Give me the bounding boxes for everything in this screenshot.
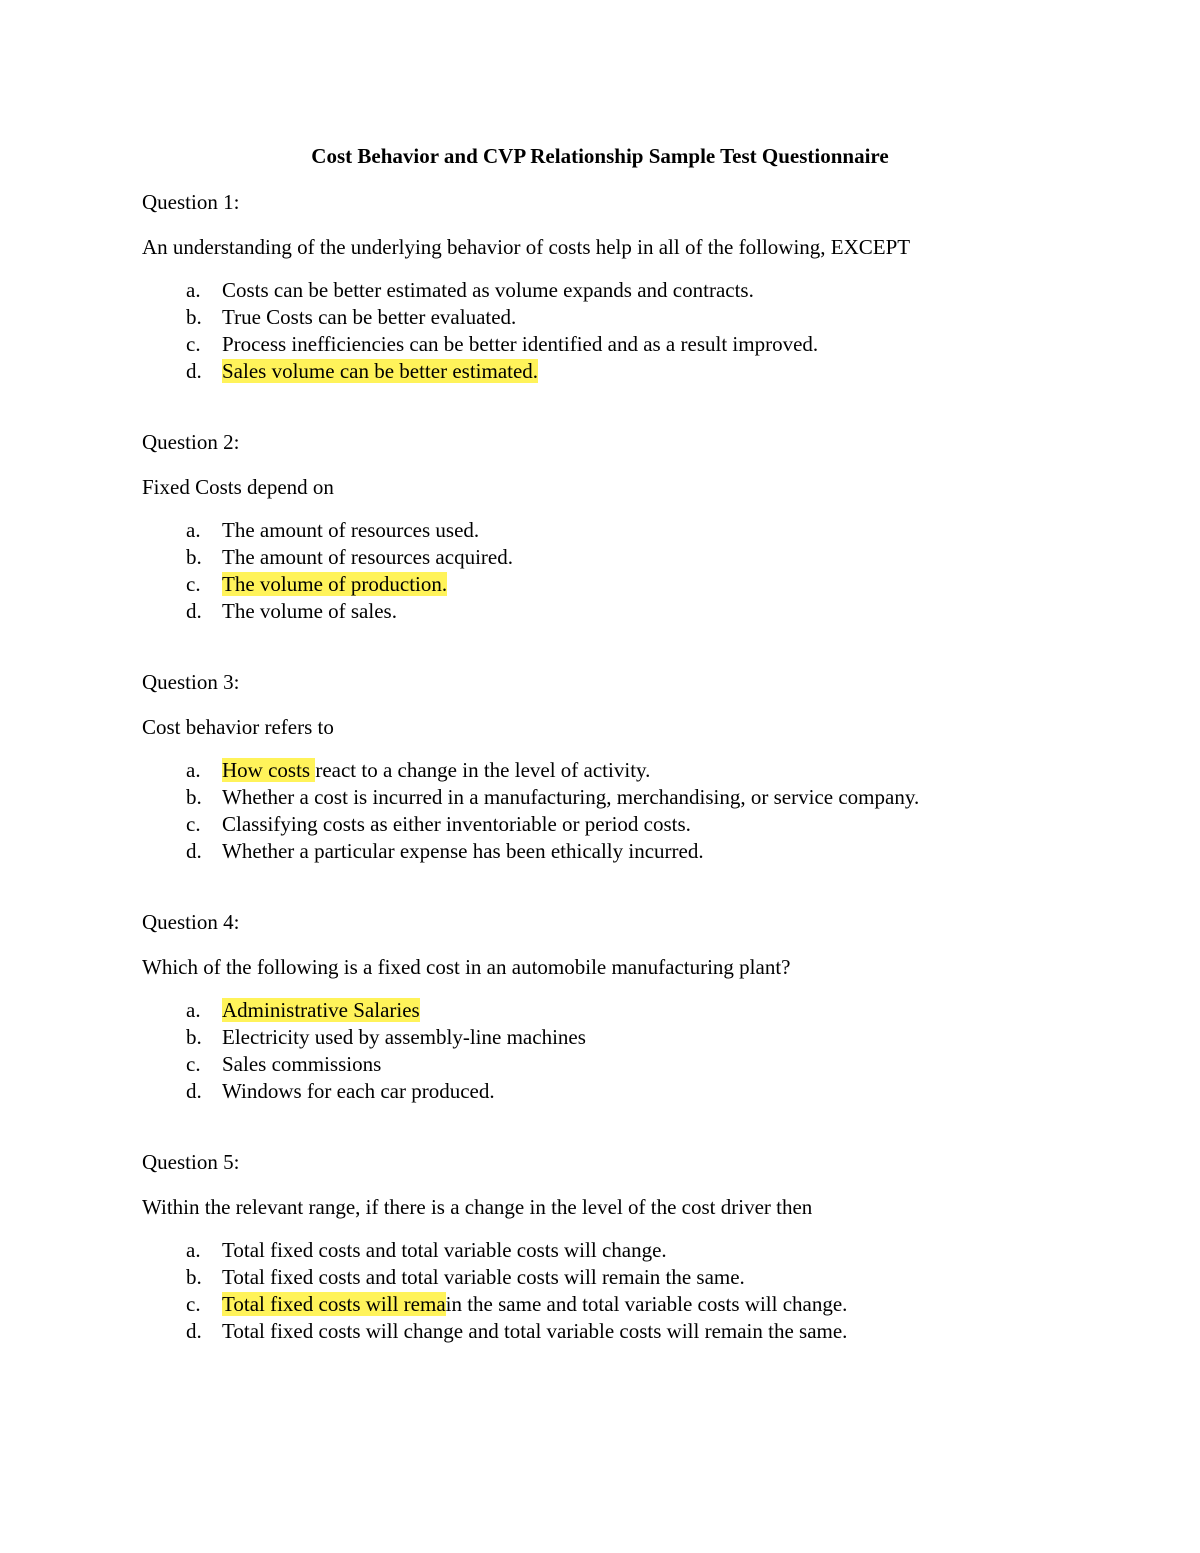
highlighted-answer: Sales volume can be better estimated.: [222, 359, 539, 383]
option-text: in the same and total variable costs will change.: [445, 1292, 848, 1316]
option-text: The volume of sales.: [222, 599, 397, 623]
question-label: Question 3:: [142, 670, 240, 694]
option-text: Whether a particular expense has been ethically incurred.: [222, 839, 704, 863]
option-a: [142, 997, 1200, 1024]
option-letter: c.: [186, 572, 201, 596]
option-d: [142, 1078, 1200, 1105]
option-text: Whether a cost is incurred in a manufacturing, merchandising, or service company.: [222, 785, 920, 809]
option-letter: b.: [186, 1025, 202, 1049]
question-text: Fixed Costs depend on: [142, 475, 334, 499]
question-3: [142, 668, 1200, 865]
option-letter: b.: [186, 545, 202, 569]
option-c: [142, 1291, 1200, 1318]
question-label: Question 5:: [142, 1150, 240, 1174]
option-letter: b.: [186, 1265, 202, 1289]
option-b: [142, 1024, 1200, 1051]
question-5: [142, 1148, 1200, 1345]
option-text: The amount of resources acquired.: [222, 545, 513, 569]
question-1: [142, 188, 1200, 385]
option-c: [142, 571, 1200, 598]
option-a: [142, 1237, 1200, 1264]
question-2: [142, 428, 1200, 625]
option-text: Process inefficiencies can be better identified and as a result improved.: [222, 332, 819, 356]
option-text: Sales commissions: [222, 1052, 382, 1076]
option-d: [142, 1318, 1200, 1345]
option-text: Total fixed costs will change and total variable costs will remain the same.: [222, 1319, 848, 1343]
option-text: Total fixed costs and total variable costs will change.: [222, 1238, 667, 1262]
question-text: Within the relevant range, if there is a change in the level of the cost driver then: [142, 1195, 813, 1219]
option-c: [142, 811, 1200, 838]
option-letter: b.: [186, 785, 202, 809]
option-letter: b.: [186, 305, 202, 329]
option-text: True Costs can be better evaluated.: [222, 305, 517, 329]
option-text: The amount of resources used.: [222, 518, 480, 542]
option-letter: a.: [186, 758, 201, 782]
option-letter: a.: [186, 998, 201, 1022]
option-a: [142, 757, 1200, 784]
option-letter: d.: [186, 839, 202, 863]
highlighted-answer: Total fixed costs will rema: [222, 1292, 446, 1316]
option-c: [142, 331, 1200, 358]
highlighted-answer: Administrative Salaries: [222, 998, 420, 1022]
option-letter: a.: [186, 518, 201, 542]
option-letter: a.: [186, 278, 201, 302]
question-label: Question 2:: [142, 430, 240, 454]
highlighted-answer: The volume of production.: [222, 572, 448, 596]
option-a: [142, 277, 1200, 304]
option-text: Costs can be better estimated as volume expands and contracts.: [222, 278, 754, 302]
option-text: Classifying costs as either inventoriable or period costs.: [222, 812, 691, 836]
document-title: Cost Behavior and CVP Relationship Sample Test Questionnaire: [311, 144, 889, 168]
option-list: [142, 277, 1200, 385]
option-letter: a.: [186, 1238, 201, 1262]
option-letter: c.: [186, 332, 201, 356]
question-text: Cost behavior refers to: [142, 715, 334, 739]
option-d: [142, 838, 1200, 865]
option-letter: d.: [186, 359, 202, 383]
question-label: Question 4:: [142, 910, 240, 934]
option-list: [142, 517, 1200, 625]
option-letter: c.: [186, 1052, 201, 1076]
highlighted-answer: How costs: [222, 758, 316, 782]
option-b: [142, 784, 1200, 811]
option-letter: c.: [186, 812, 201, 836]
option-text: Windows for each car produced.: [222, 1079, 495, 1103]
option-letter: d.: [186, 1079, 202, 1103]
option-list: [142, 997, 1200, 1105]
question-label: Question 1:: [142, 190, 240, 214]
question-text: Which of the following is a fixed cost in an automobile manufacturing plant?: [142, 955, 791, 979]
option-b: [142, 304, 1200, 331]
option-c: [142, 1051, 1200, 1078]
option-text: Total fixed costs and total variable costs will remain the same.: [222, 1265, 745, 1289]
option-b: [142, 1264, 1200, 1291]
option-list: [142, 757, 1200, 865]
option-letter: c.: [186, 1292, 201, 1316]
option-text: Electricity used by assembly-line machines: [222, 1025, 586, 1049]
option-b: [142, 544, 1200, 571]
question-4: [142, 908, 1200, 1105]
option-letter: d.: [186, 599, 202, 623]
option-d: [142, 358, 1200, 385]
option-text: react to a change in the level of activity.: [315, 758, 651, 782]
option-a: [142, 517, 1200, 544]
option-d: [142, 598, 1200, 625]
option-letter: d.: [186, 1319, 202, 1343]
option-list: [142, 1237, 1200, 1345]
question-text: An understanding of the underlying behavior of costs help in all of the following, EXCEPT: [142, 235, 911, 259]
